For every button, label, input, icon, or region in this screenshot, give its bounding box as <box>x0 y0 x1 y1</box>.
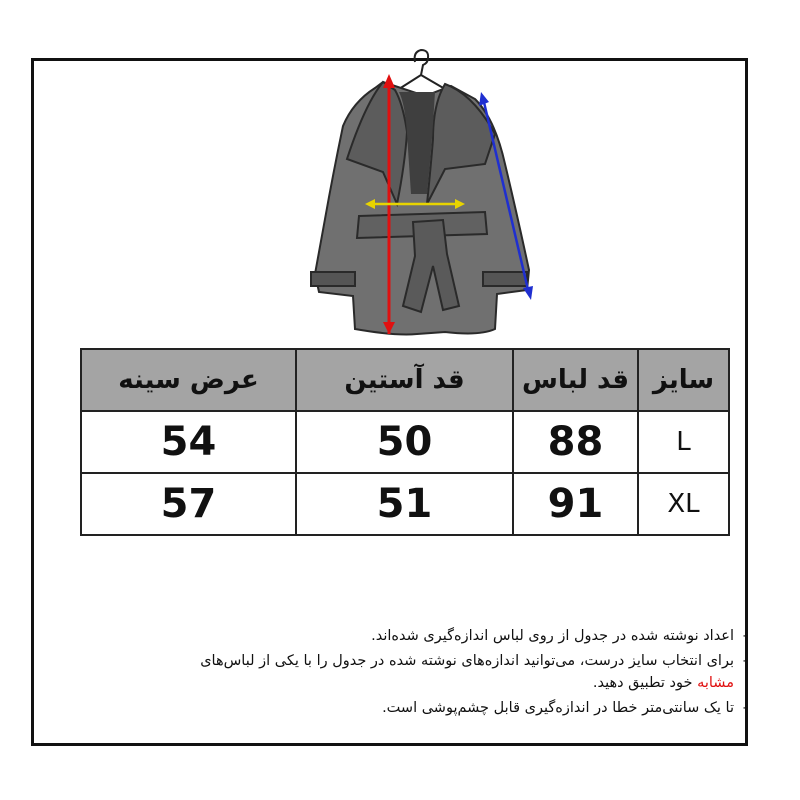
table-row <box>81 473 729 535</box>
hanger-icon <box>399 50 445 89</box>
coat-illustration <box>295 44 545 344</box>
table-header-row <box>81 349 729 411</box>
cell-sleeve: 50 <box>296 411 513 473</box>
note-bullet: - <box>742 628 748 644</box>
note-item <box>148 650 748 694</box>
note-text: اعداد نوشته شده در جدول از روی لباس اندازه‌گیری شده‌اند. <box>371 628 734 644</box>
note-text: برای انتخاب سایز درست، می‌توانید اندازه‌های نوشته شده در جدول را با یکی از لباس‌های <box>200 653 734 669</box>
coat-right-cuff <box>483 272 527 286</box>
header-size: سایز <box>638 349 729 411</box>
note-bullet: - <box>742 653 748 669</box>
cell-chest: 57 <box>81 473 296 535</box>
cell-chest: 54 <box>81 411 296 473</box>
header-chest: عرض سینه <box>81 349 296 411</box>
note-text: خود تطبیق دهید. <box>592 675 693 691</box>
note-bullet: - <box>742 700 748 716</box>
note-item <box>148 625 748 647</box>
cell-sleeve: 51 <box>296 473 513 535</box>
table-row <box>81 411 729 473</box>
notes-list <box>148 625 748 722</box>
cell-length: 91 <box>513 473 638 535</box>
cell-size: L <box>638 411 729 473</box>
size-table <box>80 348 730 536</box>
header-sleeve: قد آستین <box>296 349 513 411</box>
note-item <box>148 697 748 719</box>
coat-left-cuff <box>311 272 355 286</box>
header-length: قد لباس <box>513 349 638 411</box>
note-highlight: مشابه <box>697 675 734 691</box>
cell-length: 88 <box>513 411 638 473</box>
note-text: تا یک سانتی‌متر خطا در اندازه‌گیری قابل چشم‌پوشی است. <box>382 700 734 716</box>
cell-size: XL <box>638 473 729 535</box>
